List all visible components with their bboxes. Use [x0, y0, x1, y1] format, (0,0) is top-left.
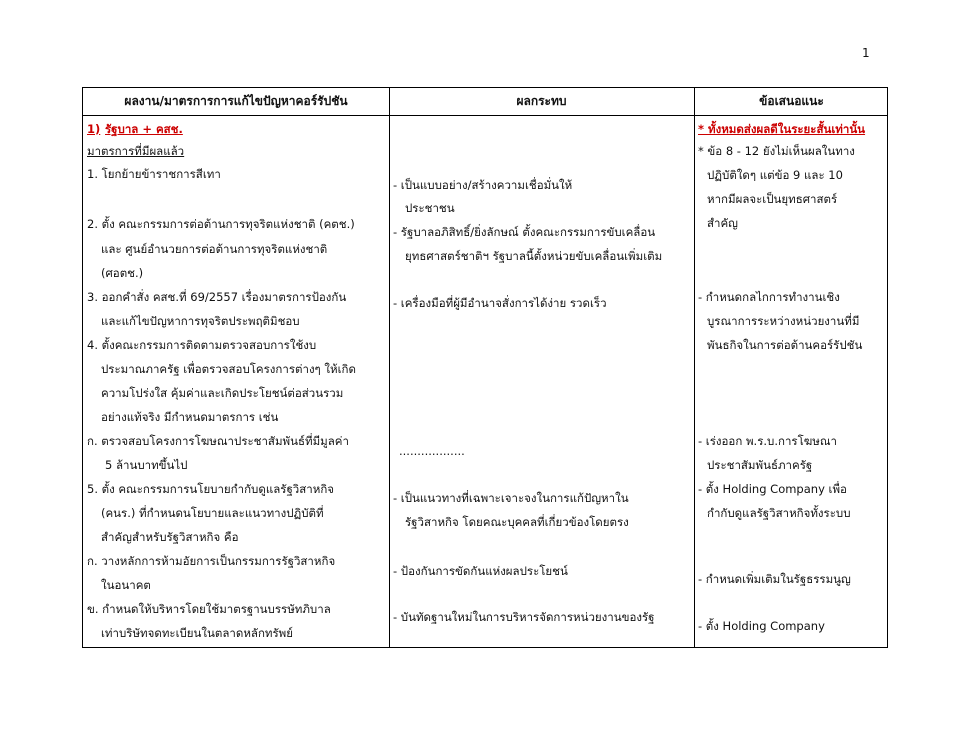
header-results-measures: ผลงาน/มาตรการการแก้ไขปัญหาคอร์รัปชัน	[124, 94, 348, 108]
col1-line: เท่าบริษัทจดทะเบียนในตลาดหลักทรัพย์	[101, 626, 293, 640]
col1-line: 5 ล้านบาทขึ้นไป	[105, 458, 188, 472]
col1-line: ก. วางหลักการห้ามอัยการเป็นกรรมการรัฐวิสาหกิจ	[87, 554, 336, 568]
col2-line: ยุทธศาสตร์ชาติฯ รัฐบาลนี้ตั้งหน่วยขับเคลื่อนเพิ่มเติม	[405, 249, 663, 263]
col1-line: 3. ออกคำสั่ง คสช.ที่ 69/2557 เรื่องมาตรการป้องกัน	[87, 290, 347, 304]
col3-line: * ข้อ 8 - 12 ยังไม่เห็นผลในทาง	[698, 144, 855, 158]
header-recommendations: ข้อเสนอแนะ	[759, 94, 824, 108]
header-divider	[83, 115, 887, 116]
col3-line: พันธกิจในการต่อต้านคอร์รัปชัน	[707, 338, 863, 352]
section-title: รัฐบาล + คสช.	[105, 122, 183, 136]
col3-line: - กำหนดกลไกการทำงานเชิง	[698, 290, 840, 304]
col3-line: บูรณาการระหว่างหน่วยงานที่มี	[707, 314, 860, 328]
subheading-effective-measures: มาตรการที่มีผลแล้ว	[87, 144, 185, 158]
content-table	[82, 87, 888, 648]
col2-line: ประชาชน	[405, 201, 455, 215]
col1-line: ข. กำหนดให้บริหารโดยใช้มาตรฐานบรรษัทภิบาล	[87, 602, 331, 616]
col3-line: ประชาสัมพันธ์ภาครัฐ	[707, 458, 813, 472]
col1-line: ความโปร่งใส คุ้มค่าและเกิดประโยชน์ต่อส่วนรวม	[101, 386, 344, 400]
col1-line: ประมาณภาครัฐ เพื่อตรวจสอบโครงการต่างๆ ให้เกิด	[101, 362, 356, 376]
header-impact: ผลกระทบ	[516, 94, 567, 108]
col3-line: - ตั้ง Holding Company	[698, 619, 825, 633]
col3-line: - กำหนดเพิ่มเติมในรัฐธรรมนูญ	[698, 572, 851, 586]
col1-line: 5. ตั้ง คณะกรรมการนโยบายกำกับดูแลรัฐวิสาหกิจ	[87, 482, 335, 496]
col1-line: 2. ตั้ง คณะกรรมการต่อต้านการทุจริตแห่งชาติ (คตช.)	[87, 217, 355, 231]
col1-line: (คนร.) ที่กำหนดนโยบายและแนวทางปฏิบัติที่	[101, 506, 324, 520]
col1-line: และ ศูนย์อำนวยการต่อต้านการทุจริตแห่งชาติ	[101, 242, 328, 256]
col1-line: ก. ตรวจสอบโครงการโฆษณาประชาสัมพันธ์ที่มีมูลค่า	[87, 434, 349, 448]
col2-line: - เครื่องมือที่ผู้มีอำนาจสั่งการได้ง่าย รวดเร็ว	[393, 296, 607, 310]
col1-line: 4. ตั้งคณะกรรมการติดตามตรวจสอบการใช้งบ	[87, 338, 317, 352]
col1-line: สำคัญสำหรับรัฐวิสาหกิจ คือ	[101, 530, 239, 544]
col1-line: อย่างแท้จริง มีกำหนดมาตรการ เช่น	[101, 410, 279, 424]
column-divider-1	[389, 88, 390, 647]
col1-line: และแก้ไขปัญหาการทุจริตประพฤติมิชอบ	[101, 314, 300, 328]
col2-line: รัฐวิสาหกิจ โดยคณะบุคคลที่เกี่ยวข้องโดยตรง	[405, 515, 629, 529]
col2-line: - ป้องกันการขัดกันแห่งผลประโยชน์	[393, 564, 568, 578]
col3-line: กำกับดูแลรัฐวิสาหกิจทั้งระบบ	[707, 506, 851, 520]
col1-line: 1. โยกย้ายข้าราชการสีเทา	[87, 167, 221, 181]
section-number: 1)	[87, 122, 101, 136]
col3-note-red: * ทั้งหมดส่งผลดีในระยะสั้นเท่านั้น	[698, 122, 866, 136]
page-number: 1	[862, 46, 870, 60]
col3-line: สำคัญ	[707, 216, 738, 230]
col2-dotted-line: ..................	[399, 444, 465, 458]
col2-line: - เป็นแนวทางที่เฉพาะเจาะจงในการแก้ปัญหาใน	[393, 491, 629, 505]
col1-line: (ศอตช.)	[101, 266, 144, 280]
col1-line: ในอนาคต	[101, 578, 151, 592]
col3-line: ปฏิบัติใดๆ แต่ข้อ 9 และ 10	[707, 168, 843, 182]
col3-line: - ตั้ง Holding Company เพื่อ	[698, 482, 847, 496]
col3-line: - เร่งออก พ.ร.บ.การโฆษณา	[698, 434, 837, 448]
col2-line: - รัฐบาลอภิสิทธิ์/ยิ่งลักษณ์ ตั้งคณะกรรมการขับเคลื่อน	[393, 225, 656, 239]
col2-line: - เป็นแบบอย่าง/สร้างความเชื่อมั่นให้	[393, 178, 573, 192]
col3-line: หากมีผลจะเป็นยุทธศาสตร์	[707, 192, 838, 206]
col2-line: - บันทัดฐานใหม่ในการบริหารจัดการหน่วยงานของรัฐ	[393, 610, 655, 624]
column-divider-2	[694, 88, 695, 647]
